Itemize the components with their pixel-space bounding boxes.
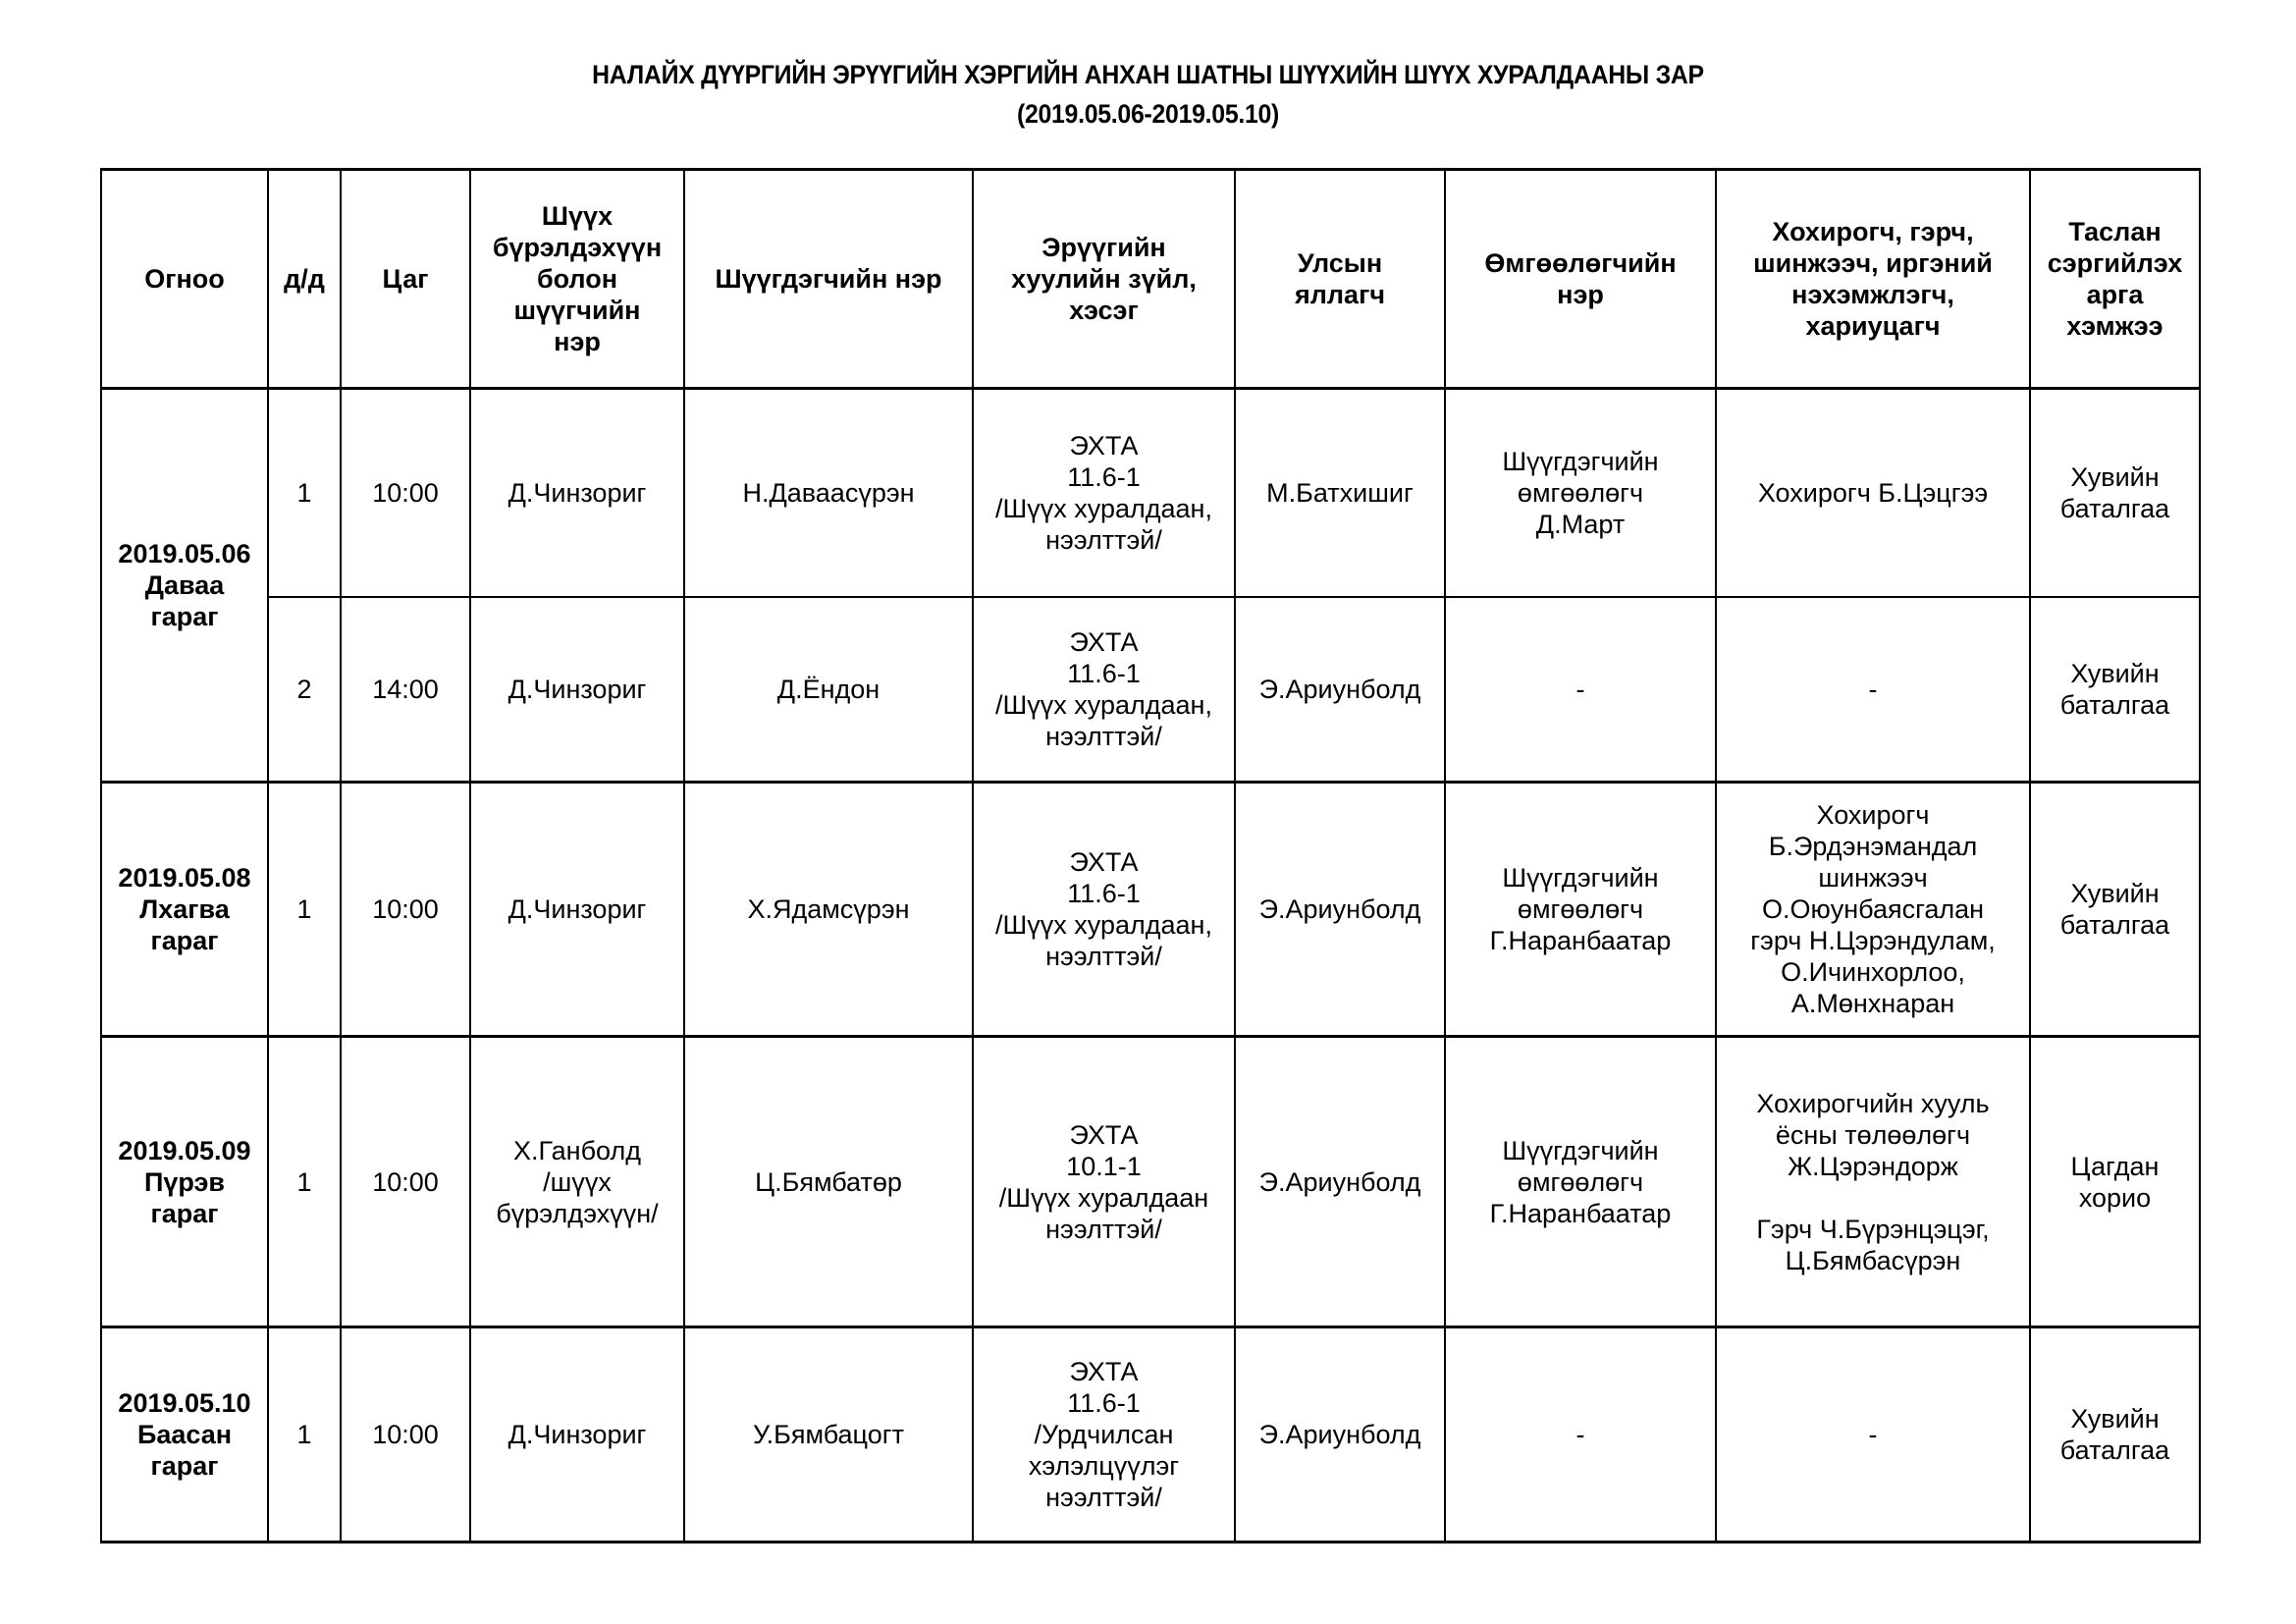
number-cell: 1 <box>268 1037 341 1327</box>
title-line-2: (2019.05.06-2019.05.10) <box>1016 99 1280 129</box>
table-row <box>101 783 2200 1037</box>
defendant-cell: Д.Ёндон <box>684 597 973 783</box>
table-row <box>101 1037 2200 1327</box>
time-cell: 10:00 <box>341 783 470 1037</box>
header-article: Эрүүгийн хуулийн зүйл, хэсэг <box>973 170 1235 389</box>
parties-cell: Хохирогчийн хууль ёсны төлөөлөгч Ж.Цэрэндорж Гэрч Ч.Бүрэнцэцэг, Ц.Бямбасүрэн <box>1716 1037 2030 1327</box>
parties-cell: - <box>1716 597 2030 783</box>
prosecutor-cell: Э.Ариунболд <box>1235 597 1445 783</box>
table-row <box>101 1327 2200 1543</box>
lawyer-cell: Шүүгдэгчийн өмгөөлөгч Д.Март <box>1445 389 1716 597</box>
lawyer-cell: - <box>1445 1327 1716 1543</box>
article-cell: ЭХТА 10.1-1 /Шүүх хуралдаан нээлттэй/ <box>973 1037 1235 1327</box>
title-line-1: НАЛАЙХ ДҮҮРГИЙН ЭРҮҮГИЙН ХЭРГИЙН АНХАН ШАТНЫ ШҮҮХИЙН ШҮҮХ ХУРАЛДААНЫ ЗАР <box>592 60 1704 89</box>
measure-cell: Хувийн баталгаа <box>2030 389 2200 597</box>
header-number: д/д <box>268 170 341 389</box>
time-cell: 10:00 <box>341 1037 470 1327</box>
judge-cell: Д.Чинзориг <box>470 1327 684 1543</box>
prosecutor-cell: Э.Ариунболд <box>1235 783 1445 1037</box>
article-cell: ЭХТА 11.6-1 /Урдчилсан хэлэлцүүлэг нээлттэй/ <box>973 1327 1235 1543</box>
date-cell: 2019.05.09 Пүрэв гараг <box>101 1037 268 1327</box>
measure-cell: Хувийн баталгаа <box>2030 1327 2200 1543</box>
table-row <box>101 389 2200 597</box>
parties-cell: Хохирогч Б.Эрдэнэмандал шинжээч О.Оюунбаясгалан гэрч Н.Цэрэндулам, О.Ичинхорлоо, А.Мөнхнаран <box>1716 783 2030 1037</box>
header-judge: Шүүх бүрэлдэхүүн болон шүүгчийн нэр <box>470 170 684 389</box>
measure-cell: Хувийн баталгаа <box>2030 597 2200 783</box>
prosecutor-cell: М.Батхишиг <box>1235 389 1445 597</box>
number-cell: 1 <box>268 1327 341 1543</box>
judge-cell: Д.Чинзориг <box>470 389 684 597</box>
article-cell: ЭХТА 11.6-1 /Шүүх хуралдаан, нээлттэй/ <box>973 597 1235 783</box>
header-parties: Хохирогч, гэрч, шинжээч, иргэний нэхэмжлэгч, хариуцагч <box>1716 170 2030 389</box>
lawyer-cell: Шүүгдэгчийн өмгөөлөгч Г.Наранбаатар <box>1445 1037 1716 1327</box>
lawyer-cell: - <box>1445 597 1716 783</box>
measure-cell: Хувийн баталгаа <box>2030 783 2200 1037</box>
parties-cell: - <box>1716 1327 2030 1543</box>
number-cell: 1 <box>268 783 341 1037</box>
date-cell: 2019.05.10 Баасан гараг <box>101 1327 268 1543</box>
date-cell: 2019.05.08 Лхагва гараг <box>101 783 268 1037</box>
lawyer-cell: Шүүгдэгчийн өмгөөлөгч Г.Наранбаатар <box>1445 783 1716 1037</box>
number-cell: 2 <box>268 597 341 783</box>
judge-cell: Д.Чинзориг <box>470 783 684 1037</box>
time-cell: 10:00 <box>341 389 470 597</box>
time-cell: 14:00 <box>341 597 470 783</box>
article-cell: ЭХТА 11.6-1 /Шүүх хуралдаан, нээлттэй/ <box>973 783 1235 1037</box>
defendant-cell: Н.Даваасүрэн <box>684 389 973 597</box>
number-cell: 1 <box>268 389 341 597</box>
article-cell: ЭХТА 11.6-1 /Шүүх хуралдаан, нээлттэй/ <box>973 389 1235 597</box>
prosecutor-cell: Э.Ариунболд <box>1235 1327 1445 1543</box>
table-row <box>101 597 2200 783</box>
judge-cell: Х.Ганболд /шүүх бүрэлдэхүүн/ <box>470 1037 684 1327</box>
header-row <box>101 170 2200 389</box>
document-title <box>0 55 2296 134</box>
header-measure: Таслан сэргийлэх арга хэмжээ <box>2030 170 2200 389</box>
header-date: Огноо <box>101 170 268 389</box>
judge-cell: Д.Чинзориг <box>470 597 684 783</box>
header-time: Цаг <box>341 170 470 389</box>
header-defendant: Шүүгдэгчийн нэр <box>684 170 973 389</box>
hearing-schedule-table <box>100 168 2201 1543</box>
defendant-cell: У.Бямбацогт <box>684 1327 973 1543</box>
header-lawyer: Өмгөөлөгчийн нэр <box>1445 170 1716 389</box>
header-prosecutor: Улсын яллагч <box>1235 170 1445 389</box>
measure-cell: Цагдан хорио <box>2030 1037 2200 1327</box>
time-cell: 10:00 <box>341 1327 470 1543</box>
defendant-cell: Х.Ядамсүрэн <box>684 783 973 1037</box>
defendant-cell: Ц.Бямбатөр <box>684 1037 973 1327</box>
parties-cell: Хохирогч Б.Цэцгээ <box>1716 389 2030 597</box>
date-cell: 2019.05.06 Даваа гараг <box>101 389 268 783</box>
prosecutor-cell: Э.Ариунболд <box>1235 1037 1445 1327</box>
